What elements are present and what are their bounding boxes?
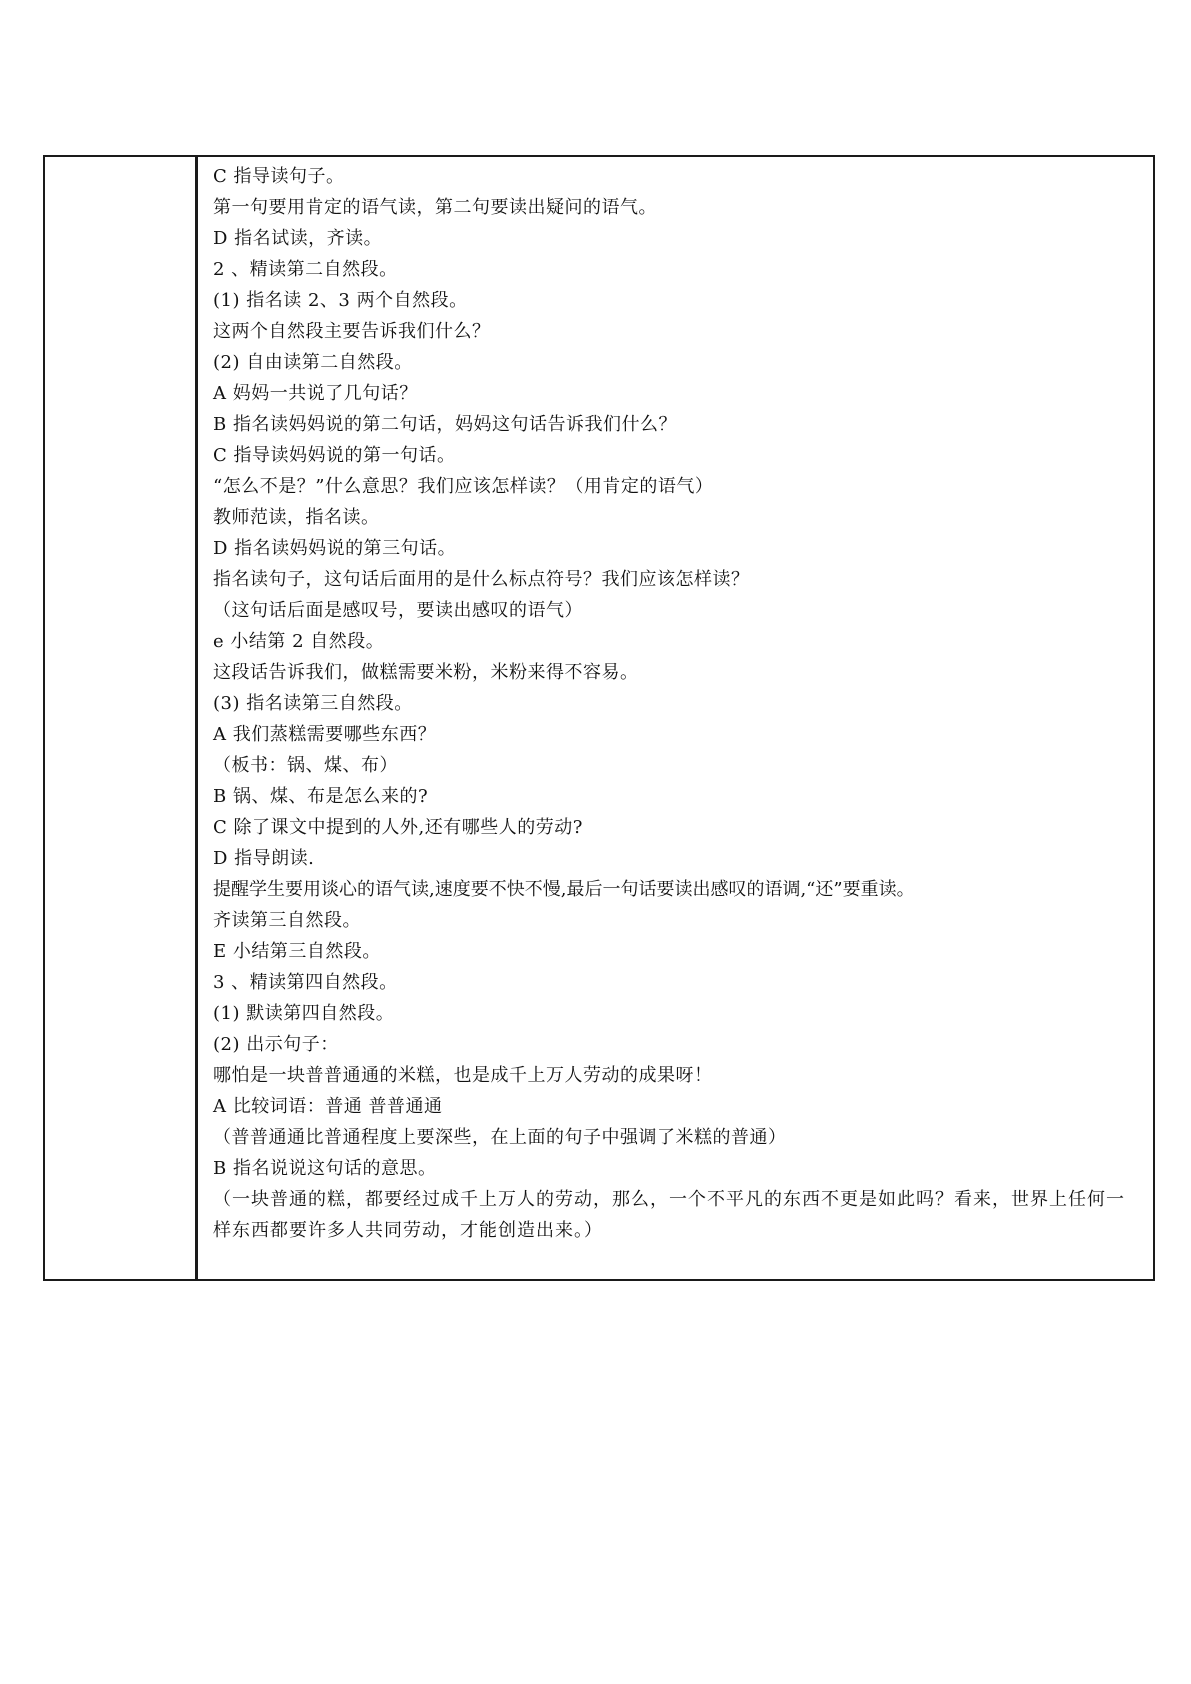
text-line: A 比较词语：普通 普普通通 <box>213 1096 443 1117</box>
text-line: 2 、精读第二自然段。 <box>213 259 398 280</box>
table-left-cell <box>45 157 198 1279</box>
text-line: (1) 指名读 2、3 两个自然段。 <box>213 290 468 311</box>
text-line: C 指导读句子。 <box>213 166 345 187</box>
text-line: D 指名试读，齐读。 <box>213 228 383 249</box>
text-line: （板书：锅、煤、布） <box>213 755 398 776</box>
text-line: B 锅、煤、布是怎么来的? <box>213 786 429 807</box>
text-line: “怎么不是？”什么意思？我们应该怎样读？（用肯定的语气） <box>213 476 714 497</box>
text-paragraph: （一块普通的糕，都要经过成千上万人的劳动，那么，一个不平凡的东西不更是如此吗？看来，世界上任何一样东西都要许多人共同劳动，才能创造出来。） <box>213 1189 1125 1241</box>
text-line: 哪怕是一块普普通通的米糕，也是成千上万人劳动的成果呀！ <box>213 1065 713 1086</box>
text-line: （这句话后面是感叹号，要读出感叹的语气） <box>213 600 583 621</box>
text-line: (2) 出示句子： <box>213 1034 339 1055</box>
text-line: C 除了课文中提到的人外,还有哪些人的劳动? <box>213 817 583 838</box>
lesson-table <box>43 155 1155 1281</box>
text-line: 第一句要用肯定的语气读，第二句要读出疑问的语气。 <box>213 197 657 218</box>
text-line: D 指导朗读. <box>213 848 315 869</box>
text-line: A 妈妈一共说了几句话？ <box>213 383 418 404</box>
text-line: B 指名说说这句话的意思。 <box>213 1158 437 1179</box>
text-line: (2) 自由读第二自然段。 <box>213 352 413 373</box>
text-line: 这两个自然段主要告诉我们什么？ <box>213 321 491 342</box>
text-line: E 小结第三自然段。 <box>213 941 381 962</box>
text-line: 3 、精读第四自然段。 <box>213 972 398 993</box>
text-line: C 指导读妈妈说的第一句话。 <box>213 445 456 466</box>
text-line: A 我们蒸糕需要哪些东西？ <box>213 724 437 745</box>
text-line: 指名读句子，这句话后面用的是什么标点符号？我们应该怎样读？ <box>213 569 750 590</box>
text-line: D 指名读妈妈说的第三句话。 <box>213 538 457 559</box>
text-line: (1) 默读第四自然段。 <box>213 1003 395 1024</box>
text-line: B 指名读妈妈说的第二句话，妈妈这句话告诉我们什么？ <box>213 414 677 435</box>
text-line: （普普通通比普通程度上要深些，在上面的句子中强调了米糕的普通） <box>213 1127 787 1148</box>
text-line: (3) 指名读第三自然段。 <box>213 693 413 714</box>
text-line: 这段话告诉我们，做糕需要米粉，米粉来得不容易。 <box>213 662 639 683</box>
text-line: 教师范读，指名读。 <box>213 507 380 528</box>
text-line: 齐读第三自然段。 <box>213 910 361 931</box>
text-line: e 小结第 2 自然段。 <box>213 631 385 652</box>
text-line: 提醒学生要用谈心的语气读,速度要不快不慢,最后一句话要读出感叹的语调,“还”要重读。 <box>213 879 915 900</box>
table-content-cell <box>201 157 1153 1279</box>
